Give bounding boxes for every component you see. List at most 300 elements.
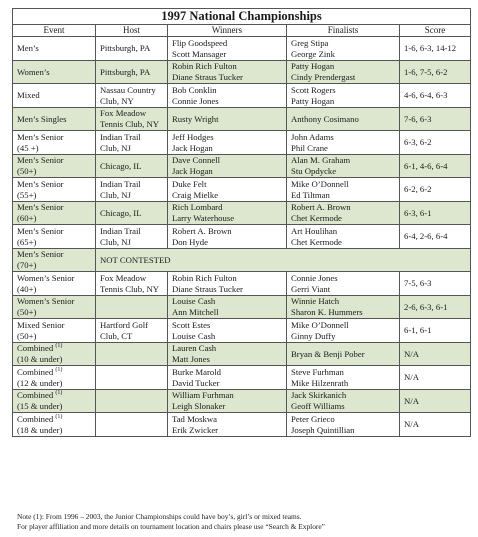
host-cell bbox=[96, 295, 168, 319]
host-text: Hartford Golf bbox=[100, 319, 149, 330]
finalists-cell bbox=[287, 60, 400, 84]
finalist-text: Jack Skirkanich bbox=[291, 390, 347, 401]
event-line bbox=[17, 307, 91, 318]
event-text: Combined bbox=[17, 413, 54, 424]
table-row bbox=[13, 107, 471, 131]
finalist-text: George Zink bbox=[291, 48, 335, 59]
winners-cell bbox=[168, 366, 287, 390]
winners-cell bbox=[168, 295, 287, 319]
winners-cell bbox=[168, 389, 287, 413]
finalist-line bbox=[291, 284, 395, 295]
finalist-line bbox=[291, 143, 395, 154]
winner-text: Rich Lombard bbox=[172, 202, 223, 213]
not-contested-cell bbox=[96, 248, 471, 272]
winner-line bbox=[172, 85, 282, 96]
event-cell bbox=[13, 272, 96, 296]
finalists-cell bbox=[287, 225, 400, 249]
event-text: (50+) bbox=[17, 166, 37, 176]
host-text: Indian Trail bbox=[100, 131, 141, 142]
finalist-line bbox=[291, 213, 395, 224]
event-text: Mixed Senior bbox=[17, 319, 65, 330]
finalist-text: Mike Hilzenrath bbox=[291, 377, 349, 388]
host-text: Indian Trail bbox=[100, 178, 141, 189]
score-cell: 6-3, 6-2 bbox=[400, 131, 471, 155]
finalist-line bbox=[291, 226, 395, 237]
host-line bbox=[100, 237, 163, 248]
winner-text: Diane Straus Tucker bbox=[172, 72, 243, 82]
footnote-line: For player affiliation and more details on tournament location and chairs please use “Search & Explore” bbox=[17, 521, 325, 531]
event-line bbox=[17, 132, 91, 143]
host-line bbox=[100, 226, 163, 237]
winners-cell bbox=[168, 60, 287, 84]
event-line bbox=[17, 331, 91, 342]
event-text: Men’s Senior bbox=[17, 155, 64, 166]
finalists-cell bbox=[287, 201, 400, 225]
finalist-line bbox=[291, 155, 395, 166]
event-text: (18 & under) bbox=[17, 424, 63, 435]
table-row bbox=[13, 60, 471, 84]
winners-cell bbox=[168, 37, 287, 61]
winner-line bbox=[172, 38, 282, 49]
event-text: (45 +) bbox=[17, 142, 39, 153]
event-cell bbox=[13, 131, 96, 155]
event-line bbox=[17, 425, 91, 436]
finalist-text: Mike O’Donnell bbox=[291, 319, 349, 330]
finalist-line bbox=[291, 425, 395, 436]
host-cell bbox=[96, 60, 168, 84]
host-cell bbox=[96, 366, 168, 390]
score-cell: 6-4, 2-6, 6-4 bbox=[400, 225, 471, 249]
score-cell: 7-6, 6-3 bbox=[400, 107, 471, 131]
winner-line bbox=[172, 273, 282, 284]
host-text: Tennis Club, NY bbox=[100, 119, 159, 129]
table-body bbox=[13, 37, 471, 437]
finalist-line bbox=[291, 237, 395, 248]
table-row bbox=[13, 342, 471, 366]
finalists-cell bbox=[287, 366, 400, 390]
header-host: Host bbox=[96, 25, 168, 37]
table-row bbox=[13, 154, 471, 178]
score-cell: 1-6, 6-3, 14-12 bbox=[400, 37, 471, 61]
finalist-line bbox=[291, 378, 395, 389]
winner-line bbox=[172, 179, 282, 190]
event-cell bbox=[13, 178, 96, 202]
finalist-line bbox=[291, 320, 395, 331]
event-line bbox=[17, 202, 91, 213]
host-line bbox=[100, 119, 163, 130]
header-score: Score bbox=[400, 25, 471, 37]
host-text: Nassau Country bbox=[100, 84, 156, 95]
winner-line bbox=[172, 401, 282, 412]
table-row bbox=[13, 366, 471, 390]
finalist-text: Gerri Viant bbox=[291, 283, 331, 294]
event-text: Men’s Senior bbox=[17, 249, 64, 260]
winner-text: David Tucker bbox=[172, 377, 220, 388]
table-row bbox=[13, 84, 471, 108]
table-row bbox=[13, 37, 471, 61]
host-line bbox=[100, 43, 163, 54]
event-text: Men’s Senior bbox=[17, 178, 64, 189]
winners-cell bbox=[168, 272, 287, 296]
finalist-text: Patty Hogan bbox=[291, 61, 335, 72]
winner-text: Robin Rich Fulton bbox=[172, 272, 237, 283]
host-cell bbox=[96, 154, 168, 178]
host-line bbox=[100, 331, 163, 342]
event-text: (65+) bbox=[17, 236, 37, 247]
finalist-text: Peter Grieco bbox=[291, 413, 335, 424]
host-text: Club, NJ bbox=[100, 142, 131, 153]
winners-cell bbox=[168, 225, 287, 249]
winner-line bbox=[172, 343, 282, 354]
winners-cell bbox=[168, 342, 287, 366]
finalist-line bbox=[291, 367, 395, 378]
winner-text: Larry Waterhouse bbox=[172, 213, 235, 223]
finalist-line bbox=[291, 96, 395, 107]
table-row bbox=[13, 319, 471, 343]
host-line bbox=[100, 273, 163, 284]
host-line bbox=[100, 132, 163, 143]
table-row bbox=[13, 248, 471, 272]
host-text: Chicago, IL bbox=[100, 160, 142, 171]
event-line bbox=[17, 284, 91, 295]
winner-text: Rusty Wright bbox=[172, 113, 219, 124]
host-text: Club, CT bbox=[100, 330, 133, 341]
host-text: Fox Meadow bbox=[100, 272, 147, 283]
winner-line bbox=[172, 96, 282, 107]
event-line bbox=[17, 143, 91, 154]
host-line bbox=[100, 208, 163, 219]
score-cell: 4-6, 6-4, 6-3 bbox=[400, 84, 471, 108]
event-cell bbox=[13, 84, 96, 108]
host-cell bbox=[96, 84, 168, 108]
finalist-text: Ginny Duffy bbox=[291, 330, 336, 341]
finalist-text: Bryan & Benji Pober bbox=[291, 348, 365, 359]
winner-line bbox=[172, 114, 282, 125]
winner-line bbox=[172, 331, 282, 342]
host-cell bbox=[96, 201, 168, 225]
finalist-text: Sharon K. Hummers bbox=[291, 307, 363, 317]
winner-line bbox=[172, 213, 282, 224]
finalist-line bbox=[291, 414, 395, 425]
event-line bbox=[17, 367, 91, 378]
event-line bbox=[17, 343, 91, 354]
event-text: Men’s bbox=[17, 43, 39, 54]
header-finalists: Finalists bbox=[287, 25, 400, 37]
host-line bbox=[100, 67, 163, 78]
finalists-cell bbox=[287, 37, 400, 61]
event-line bbox=[17, 401, 91, 412]
score-cell: N/A bbox=[400, 389, 471, 413]
host-line bbox=[100, 143, 163, 154]
winner-text: Dave Connell bbox=[172, 155, 221, 166]
winner-line bbox=[172, 367, 282, 378]
winner-text: Louise Cash bbox=[172, 330, 216, 341]
winner-line bbox=[172, 354, 282, 365]
finalist-line bbox=[291, 72, 395, 83]
host-cell bbox=[96, 178, 168, 202]
winner-line bbox=[172, 425, 282, 436]
event-text: Men’s Singles bbox=[17, 113, 67, 124]
event-text: Combined bbox=[17, 366, 54, 377]
score-cell: N/A bbox=[400, 366, 471, 390]
event-line bbox=[17, 273, 91, 284]
event-line bbox=[17, 414, 91, 425]
finalist-text: Steve Furhman bbox=[291, 366, 344, 377]
event-cell bbox=[13, 60, 96, 84]
event-line bbox=[17, 260, 91, 271]
event-text: Men’s Senior bbox=[17, 225, 64, 236]
event-text: (50+) bbox=[17, 330, 37, 341]
table-title: 1997 National Championships bbox=[13, 9, 471, 25]
winners-cell bbox=[168, 154, 287, 178]
winner-text: Burke Marold bbox=[172, 366, 221, 377]
score-cell: 1-6, 7-5, 6-2 bbox=[400, 60, 471, 84]
winner-text: Flip Goodspeed bbox=[172, 37, 228, 48]
winner-text: Matt Jones bbox=[172, 354, 210, 364]
finalist-text: Robert A. Brown bbox=[291, 202, 351, 213]
event-text: (50+) bbox=[17, 307, 37, 317]
event-text: (60+) bbox=[17, 213, 37, 223]
winner-text: Erik Zwicker bbox=[172, 424, 219, 435]
winner-line bbox=[172, 226, 282, 237]
event-line bbox=[17, 90, 91, 101]
finalist-text: Stu Opdycke bbox=[291, 166, 337, 176]
winners-cell bbox=[168, 201, 287, 225]
winner-line bbox=[172, 61, 282, 72]
finalist-line bbox=[291, 85, 395, 96]
footnote-marker: (1) bbox=[55, 414, 63, 420]
event-cell bbox=[13, 389, 96, 413]
score-cell: 7-5, 6-3 bbox=[400, 272, 471, 296]
host-text: Tennis Club, NY bbox=[100, 283, 159, 294]
finalist-line bbox=[291, 166, 395, 177]
score-cell: 6-1, 6-1 bbox=[400, 319, 471, 343]
winner-text: Connie Jones bbox=[172, 95, 219, 106]
winners-cell bbox=[168, 178, 287, 202]
winner-text: Robert A. Brown bbox=[172, 225, 232, 236]
winner-line bbox=[172, 320, 282, 331]
finalists-cell bbox=[287, 154, 400, 178]
host-text: Club, NJ bbox=[100, 189, 131, 200]
finalist-text: Cindy Prendergast bbox=[291, 72, 356, 82]
host-line bbox=[100, 320, 163, 331]
host-text: Chicago, IL bbox=[100, 207, 142, 218]
score-cell: 6-2, 6-2 bbox=[400, 178, 471, 202]
winners-cell bbox=[168, 131, 287, 155]
event-text: Combined bbox=[17, 343, 54, 354]
host-cell bbox=[96, 319, 168, 343]
footnote-marker: (1) bbox=[55, 390, 63, 397]
table-row bbox=[13, 131, 471, 155]
event-cell bbox=[13, 225, 96, 249]
finalist-line bbox=[291, 331, 395, 342]
winner-text: William Furhman bbox=[172, 390, 234, 401]
table-row bbox=[13, 225, 471, 249]
finalists-cell bbox=[287, 295, 400, 319]
finalist-line bbox=[291, 390, 395, 401]
winner-text: Leigh Slonaker bbox=[172, 401, 226, 411]
host-cell bbox=[96, 225, 168, 249]
table-row bbox=[13, 201, 471, 225]
winner-text: Jack Hogan bbox=[172, 142, 213, 153]
table-row bbox=[13, 413, 471, 437]
finalist-line bbox=[291, 49, 395, 60]
host-cell bbox=[96, 37, 168, 61]
header-winners: Winners bbox=[168, 25, 287, 37]
finalist-text: Mike O’Donnell bbox=[291, 178, 349, 189]
event-line bbox=[17, 249, 91, 260]
event-text: Men’s Senior bbox=[17, 202, 64, 213]
finalist-text: John Adams bbox=[291, 131, 334, 142]
winner-text: Don Hyde bbox=[172, 236, 208, 247]
winner-line bbox=[172, 155, 282, 166]
host-line bbox=[100, 284, 163, 295]
winner-line bbox=[172, 296, 282, 307]
finalist-line bbox=[291, 61, 395, 72]
finalist-text: Geoff Williams bbox=[291, 401, 345, 411]
winner-text: Jeff Hodges bbox=[172, 131, 214, 142]
winner-line bbox=[172, 143, 282, 154]
event-line bbox=[17, 213, 91, 224]
finalists-cell bbox=[287, 319, 400, 343]
winner-line bbox=[172, 72, 282, 83]
event-text: Mixed bbox=[17, 90, 40, 101]
winner-line bbox=[172, 132, 282, 143]
winner-line bbox=[172, 202, 282, 213]
table-row bbox=[13, 178, 471, 202]
table-row bbox=[13, 389, 471, 413]
winner-line bbox=[172, 49, 282, 60]
host-text: Club, NJ bbox=[100, 236, 131, 247]
host-line bbox=[100, 179, 163, 190]
event-cell bbox=[13, 295, 96, 319]
event-text: Women’s bbox=[17, 66, 50, 77]
finalist-text: Scott Rogers bbox=[291, 84, 336, 95]
winner-text: Scott Mansager bbox=[172, 48, 227, 59]
winner-line bbox=[172, 378, 282, 389]
host-cell bbox=[96, 107, 168, 131]
event-line bbox=[17, 114, 91, 125]
event-line bbox=[17, 226, 91, 237]
finalist-line bbox=[291, 273, 395, 284]
winner-line bbox=[172, 414, 282, 425]
footnote-marker: (1) bbox=[55, 367, 63, 373]
winner-line bbox=[172, 166, 282, 177]
winners-cell bbox=[168, 107, 287, 131]
host-text: Pittsburgh, PA bbox=[100, 43, 151, 54]
winners-cell bbox=[168, 84, 287, 108]
winner-text: Scott Estes bbox=[172, 319, 211, 330]
footnote bbox=[17, 512, 472, 531]
finalist-line bbox=[291, 349, 395, 360]
event-line bbox=[17, 166, 91, 177]
finalists-cell bbox=[287, 131, 400, 155]
score-cell: 6-1, 4-6, 6-4 bbox=[400, 154, 471, 178]
winner-text: Louise Cash bbox=[172, 296, 216, 307]
finalist-text: Winnie Hatch bbox=[291, 296, 340, 307]
event-cell bbox=[13, 201, 96, 225]
finalist-line bbox=[291, 114, 395, 125]
finalist-text: Ed Tiltman bbox=[291, 189, 330, 200]
winner-text: Diane Straus Tucker bbox=[172, 283, 243, 294]
host-line bbox=[100, 85, 163, 96]
event-cell bbox=[13, 248, 96, 272]
event-line bbox=[17, 155, 91, 166]
finalist-line bbox=[291, 401, 395, 412]
host-text: Indian Trail bbox=[100, 225, 141, 236]
finalist-text: Art Houlihan bbox=[291, 225, 338, 236]
finalists-cell bbox=[287, 84, 400, 108]
event-text: Men’s Senior bbox=[17, 131, 64, 142]
host-cell bbox=[96, 413, 168, 437]
event-line bbox=[17, 378, 91, 389]
winner-line bbox=[172, 237, 282, 248]
finalist-text: Chet Kermode bbox=[291, 213, 342, 223]
host-text: Pittsburgh, PA bbox=[100, 66, 151, 77]
event-cell bbox=[13, 413, 96, 437]
event-text: (40+) bbox=[17, 283, 37, 294]
winner-text: Duke Felt bbox=[172, 178, 207, 189]
score-cell: 2-6, 6-3, 6-1 bbox=[400, 295, 471, 319]
finalists-cell bbox=[287, 272, 400, 296]
host-line bbox=[100, 108, 163, 119]
finalist-text: Anthony Cosimano bbox=[291, 113, 359, 124]
winner-text: Bob Conklin bbox=[172, 84, 217, 95]
host-text: Club, NY bbox=[100, 95, 134, 106]
footnote-marker: (1) bbox=[55, 343, 63, 350]
event-text: (70+) bbox=[17, 260, 37, 270]
event-line bbox=[17, 190, 91, 201]
event-cell bbox=[13, 342, 96, 366]
event-text: (55+) bbox=[17, 189, 37, 200]
winner-line bbox=[172, 284, 282, 295]
event-line bbox=[17, 179, 91, 190]
event-text: (12 & under) bbox=[17, 377, 63, 388]
finalist-line bbox=[291, 202, 395, 213]
finalists-cell bbox=[287, 178, 400, 202]
host-text: Fox Meadow bbox=[100, 108, 147, 119]
finalist-line bbox=[291, 307, 395, 318]
event-text: Women’s Senior bbox=[17, 296, 75, 307]
finalist-line bbox=[291, 132, 395, 143]
event-cell bbox=[13, 366, 96, 390]
winner-text: Ann Mitchell bbox=[172, 307, 219, 317]
winner-text: Craig Mielke bbox=[172, 189, 219, 200]
event-line bbox=[17, 296, 91, 307]
not-contested-text: NOT CONTESTED bbox=[100, 254, 171, 265]
event-line bbox=[17, 67, 91, 78]
winner-line bbox=[172, 390, 282, 401]
finalists-cell bbox=[287, 342, 400, 366]
score-cell: 6-3, 6-1 bbox=[400, 201, 471, 225]
finalist-line bbox=[291, 296, 395, 307]
event-text: (10 & under) bbox=[17, 354, 63, 364]
host-cell bbox=[96, 389, 168, 413]
finalists-cell bbox=[287, 107, 400, 131]
event-cell bbox=[13, 107, 96, 131]
winner-line bbox=[172, 190, 282, 201]
header-event: Event bbox=[13, 25, 96, 37]
finalist-text: Connie Jones bbox=[291, 272, 338, 283]
event-text: Combined bbox=[17, 390, 54, 401]
finalist-text: Patty Hogan bbox=[291, 95, 335, 106]
finalist-line bbox=[291, 179, 395, 190]
event-line bbox=[17, 354, 91, 365]
score-cell: N/A bbox=[400, 342, 471, 366]
winner-text: Jack Hogan bbox=[172, 166, 213, 176]
table-row bbox=[13, 295, 471, 319]
finalists-cell bbox=[287, 413, 400, 437]
